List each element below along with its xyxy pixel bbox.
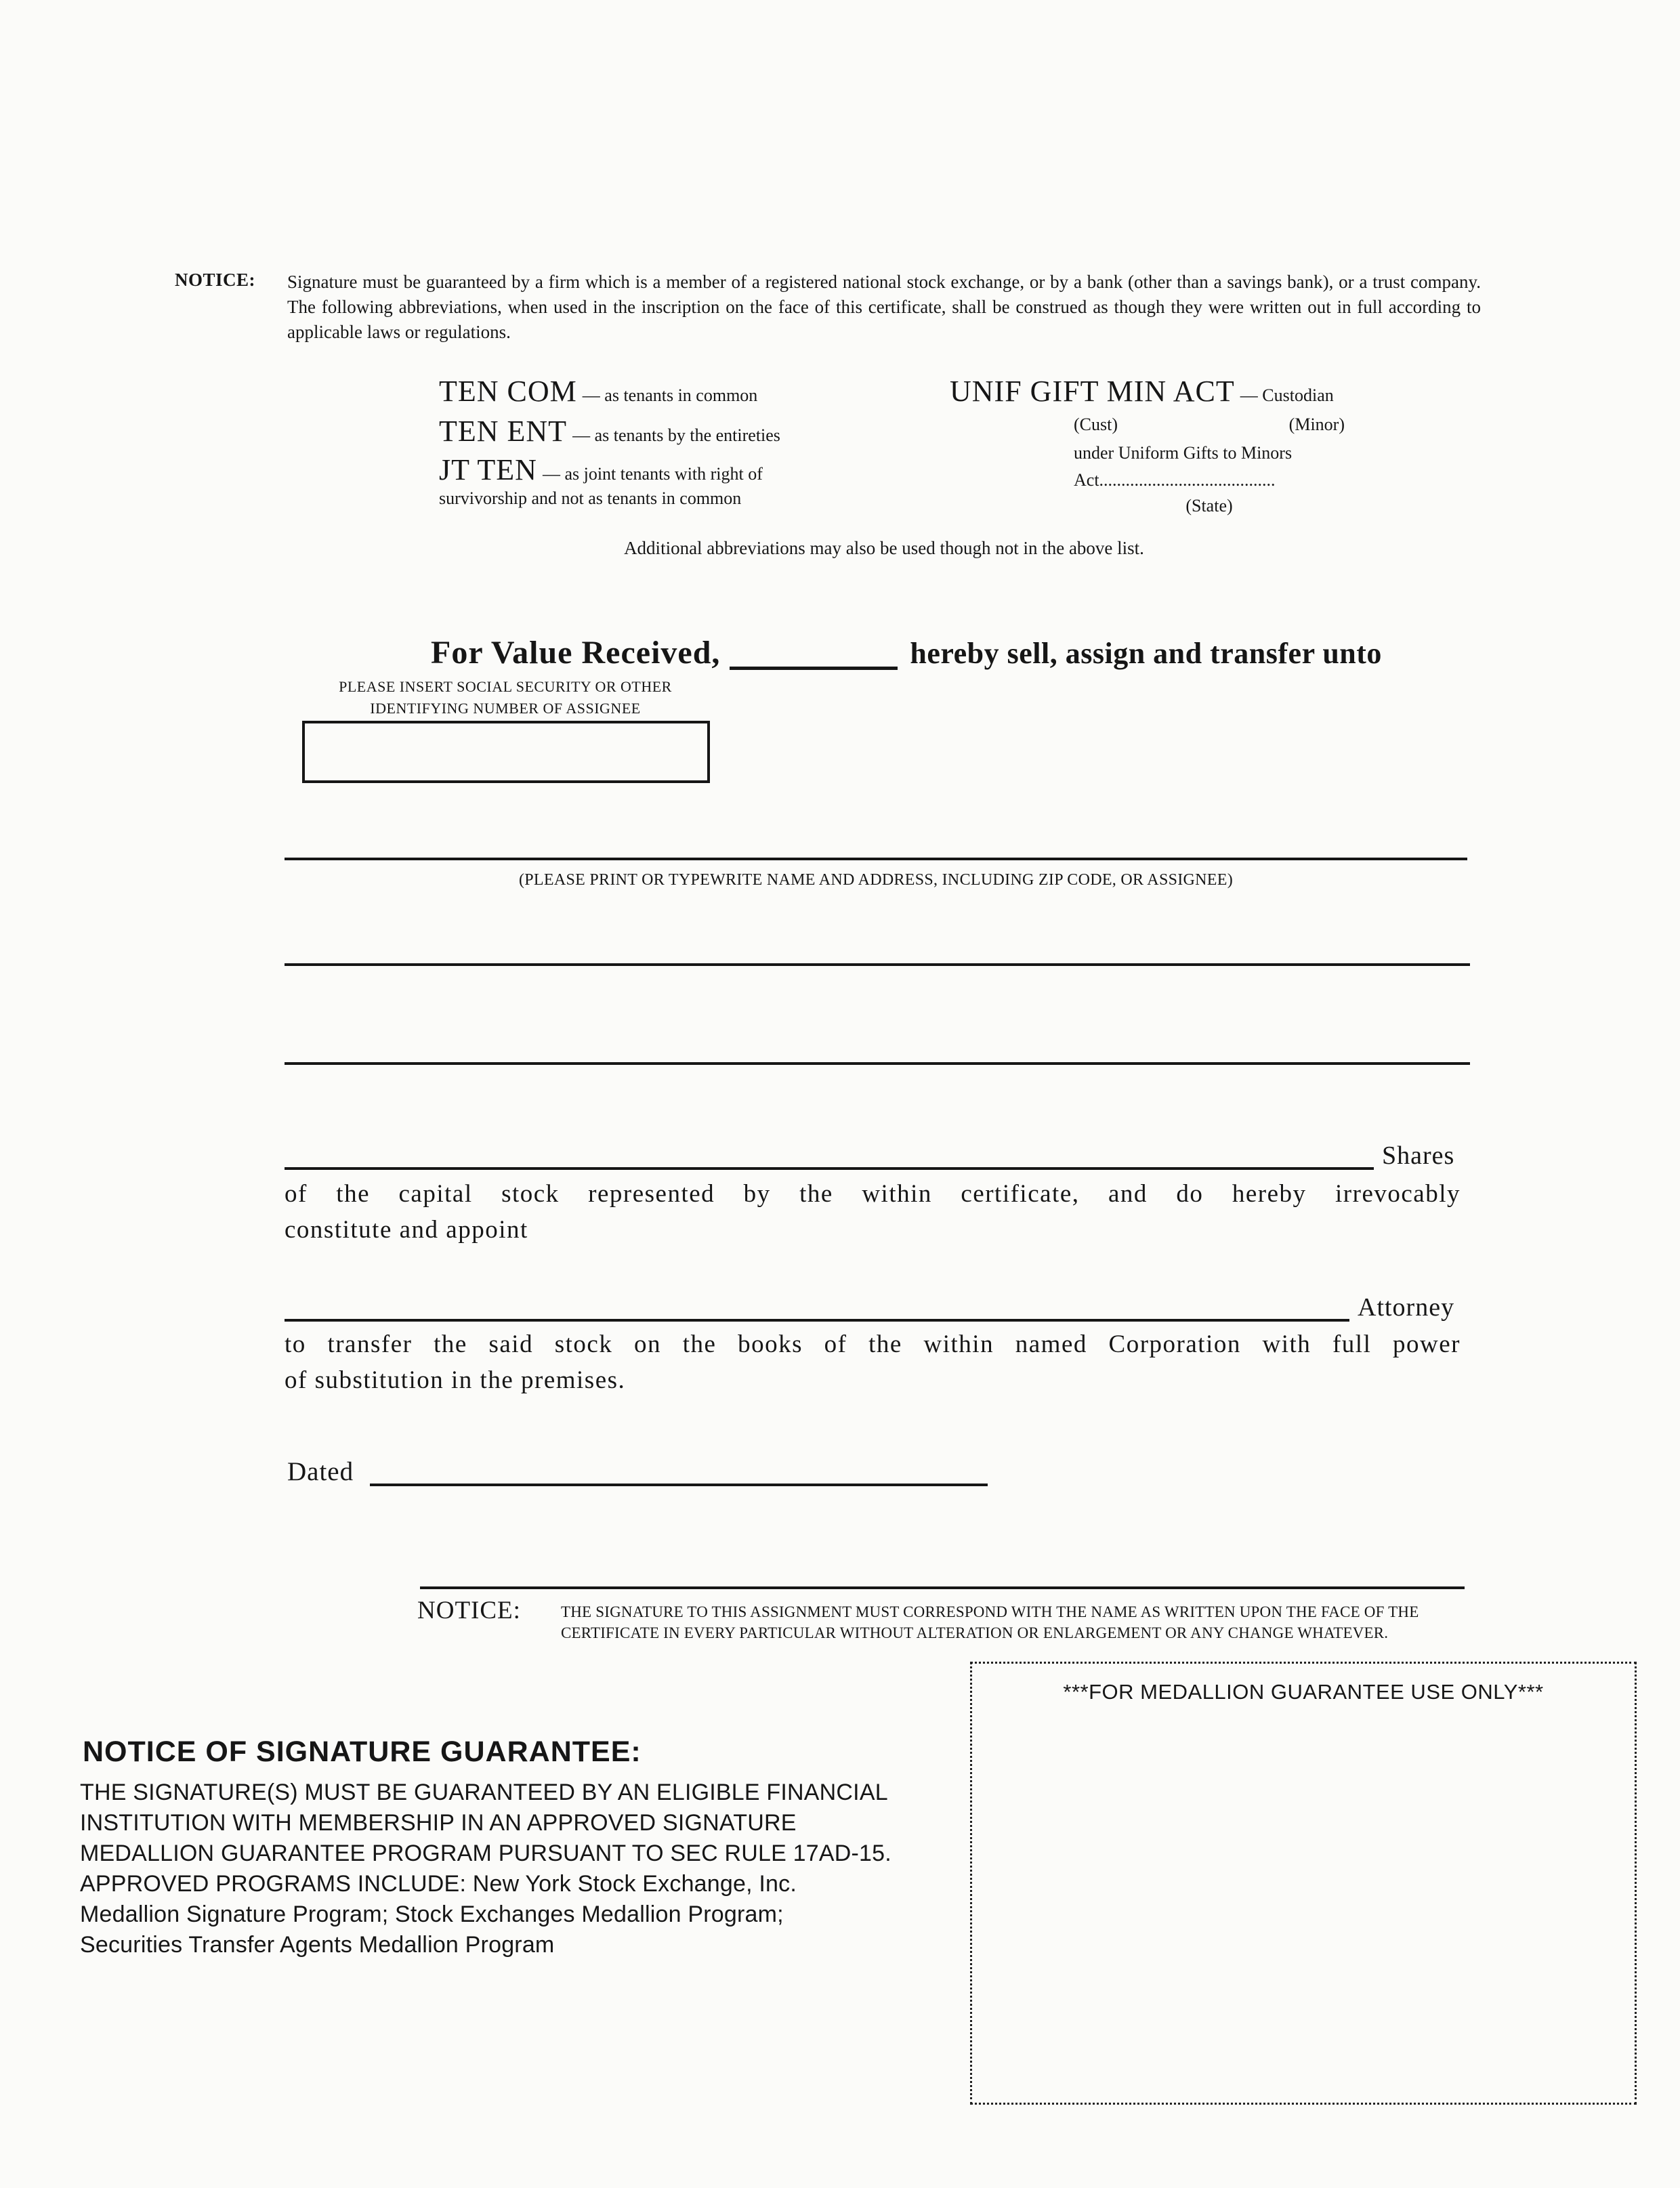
dated-blank-field[interactable]: [370, 1471, 988, 1486]
additional-abbreviations-note: Additional abbreviations may also be used though not in the above list.: [624, 538, 1144, 558]
seller-name-blank-field[interactable]: [730, 654, 898, 670]
abbreviation-definition: — as tenants by the entireties: [572, 425, 780, 445]
abbreviation-definition: — Custodian: [1240, 385, 1334, 405]
custodian-label: (Cust): [1074, 415, 1118, 434]
state-label: (State): [1185, 496, 1233, 516]
address-caption: (PLEASE PRINT OR TYPEWRITE NAME AND ADDRESS, INCLUDING ZIP CODE, OR ASSIGNEE): [518, 871, 1234, 889]
signature-guarantee-text: [80, 1777, 994, 1960]
abbreviation-list: [439, 374, 845, 509]
attorney-clause-line-1: to transfer the said stock on the books of the within named Corporation with full power: [285, 1330, 1461, 1358]
abbreviation-definition-continuation: survivorship and not as tenants in common: [439, 488, 742, 508]
bottom-notice-text: [561, 1601, 1466, 1643]
abbreviation-term: TEN COM: [439, 375, 577, 408]
shares-row: [285, 1141, 1467, 1171]
act-dotted-line: Act........................................: [1074, 470, 1276, 490]
medallion-guarantee-box[interactable]: [970, 1662, 1637, 2105]
shares-label: Shares: [1382, 1141, 1455, 1170]
ssn-entry-box[interactable]: [302, 721, 710, 783]
abbreviation-row-jt-ten: [439, 453, 845, 487]
minor-label: (Minor): [1288, 415, 1345, 434]
attorney-blank-field[interactable]: [285, 1307, 1349, 1322]
signature-line[interactable]: [420, 1586, 1465, 1589]
bottom-notice-label: NOTICE:: [417, 1597, 521, 1624]
signature-guarantee-line-5: Medallion Signature Program; Stock Exchanges Medallion Program;: [80, 1901, 784, 1927]
signature-guarantee-line-1: THE SIGNATURE(S) MUST BE GUARANTEED BY AN ELIGIBLE FINANCIAL: [80, 1780, 888, 1805]
custodian-minor-row: [1074, 415, 1345, 435]
assignee-address-line-2[interactable]: [285, 963, 1470, 966]
ssn-instruction-line-2: IDENTIFYING NUMBER OF ASSIGNEE: [370, 700, 641, 717]
abbreviation-definition: — as tenants in common: [582, 385, 758, 405]
shares-clause-line-2: constitute and appoint: [285, 1216, 528, 1244]
assignee-address-line-1[interactable]: [285, 858, 1467, 860]
attorney-label: Attorney: [1358, 1293, 1455, 1322]
ssn-instruction-line-1: PLEASE INSERT SOCIAL SECURITY OR OTHER: [339, 678, 672, 695]
bottom-notice-line-2: CERTIFICATE IN EVERY PARTICULAR WITHOUT ALTERATION OR ENLARGEMENT OR ANY CHANGE WHATEVER.: [561, 1624, 1389, 1641]
abbreviation-row-ten-ent: [439, 414, 845, 448]
shares-clause: [285, 1176, 1461, 1248]
unif-gift-details: [1074, 415, 1345, 516]
ssn-instruction: [302, 676, 709, 719]
signature-guarantee-line-6: Securities Transfer Agents Medallion Program: [80, 1932, 555, 1958]
top-notice-label: NOTICE:: [175, 270, 256, 290]
attorney-clause-line-2: of substitution in the premises.: [285, 1366, 626, 1394]
shares-blank-field[interactable]: [285, 1155, 1374, 1170]
signature-guarantee-line-3: MEDALLION GUARANTEE PROGRAM PURSUANT TO SEC RULE 17AD-15.: [80, 1840, 891, 1866]
attorney-row: [285, 1292, 1470, 1322]
dated-row: [287, 1456, 988, 1487]
medallion-guarantee-heading: ***FOR MEDALLION GUARANTEE USE ONLY***: [1063, 1680, 1544, 1704]
abbreviation-term: JT TEN: [439, 453, 537, 486]
dated-label: Dated: [287, 1457, 354, 1486]
transfer-clause-text: hereby sell, assign and transfer unto: [910, 637, 1382, 670]
assignee-address-line-3[interactable]: [285, 1062, 1470, 1065]
signature-guarantee-line-4: APPROVED PROGRAMS INCLUDE: New York Stock Exchange, Inc.: [80, 1871, 797, 1897]
abbreviation-term: UNIF GIFT MIN ACT: [950, 375, 1235, 408]
for-value-received-text: For Value Received,: [431, 635, 721, 671]
abbreviation-definition: — as joint tenants with right of: [542, 464, 763, 484]
abbreviation-row-ten-com: [439, 374, 845, 408]
signature-guarantee-heading: NOTICE OF SIGNATURE GUARANTEE:: [83, 1735, 642, 1768]
abbreviation-term: TEN ENT: [439, 415, 568, 448]
for-value-received-row: [431, 634, 1382, 671]
abbreviation-row-unif-gift-min-act: [950, 374, 1370, 408]
top-notice-text: Signature must be guaranteed by a firm which is a member of a registered national stock exchange, or by a bank (other than a savings bank), or a trust company. The following abbreviations, when used in the inscription on the face of this certificate, shall be construed as though they were written out in full according to applicable laws or regulations.: [287, 272, 1481, 342]
shares-clause-line-1: of the capital stock represented by the within certificate, and do hereby irrevocably: [285, 1180, 1461, 1208]
bottom-notice-line-1: THE SIGNATURE TO THIS ASSIGNMENT MUST CORRESPOND WITH THE NAME AS WRITTEN UPON THE FACE OF THE: [561, 1603, 1419, 1620]
attorney-clause: [285, 1326, 1461, 1398]
uniform-gifts-line: under Uniform Gifts to Minors: [1074, 443, 1293, 463]
signature-guarantee-line-2: INSTITUTION WITH MEMBERSHIP IN AN APPROVED SIGNATURE: [80, 1810, 797, 1836]
